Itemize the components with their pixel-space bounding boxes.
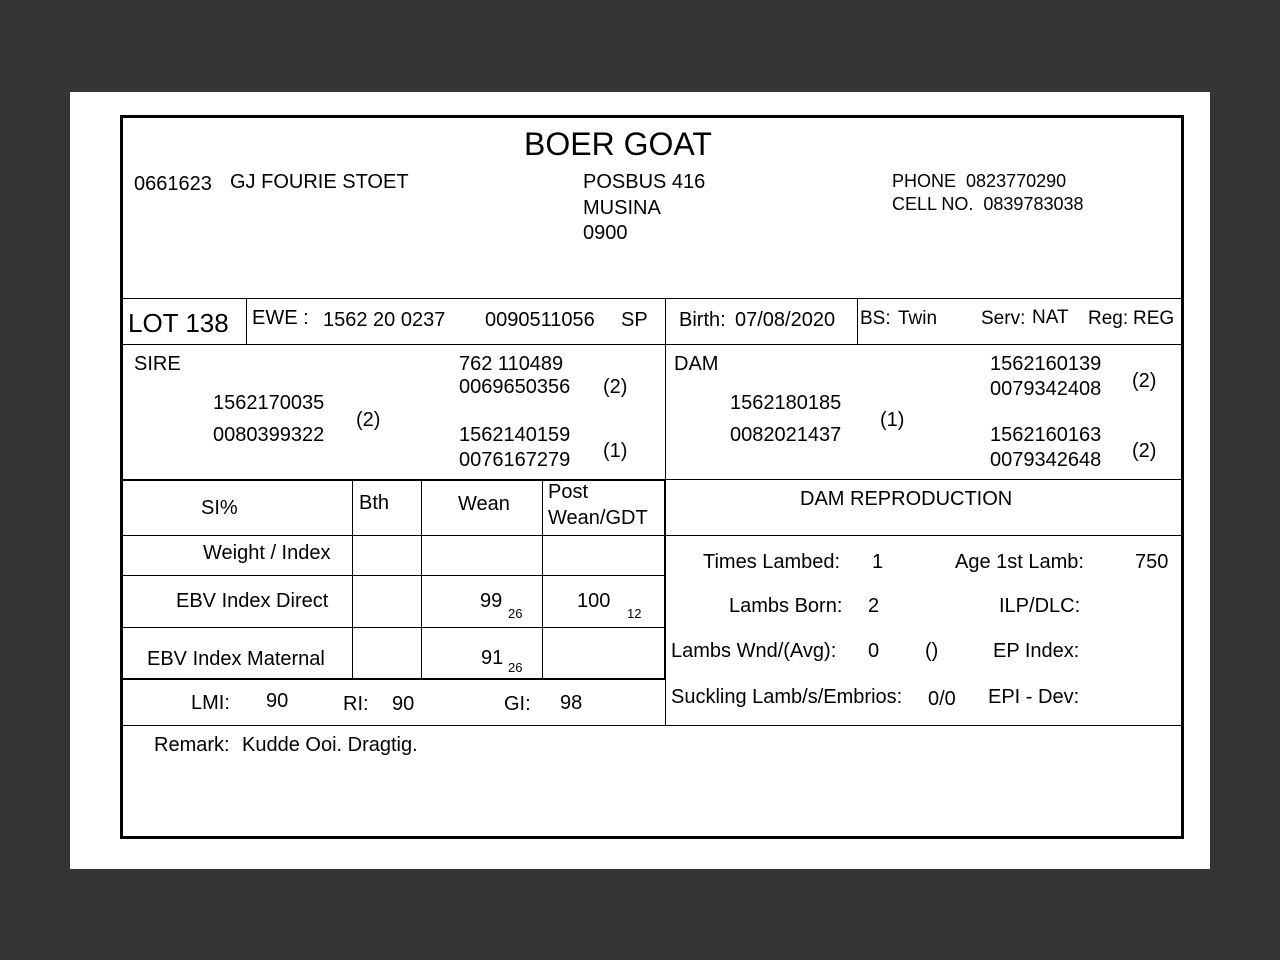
lmi-label: LMI: [191,692,230,714]
times-lambed-label: Times Lambed: [703,551,841,573]
card-frame [120,115,1184,839]
sire-dam-id: 1562140159 [459,424,571,446]
sire-id: 1562170035 [213,392,325,414]
sire-sire-id: 762 110489 [459,353,564,375]
dam-dam-count: (2) [1132,440,1157,462]
ebv-direct-post-acc: 12 [627,606,642,621]
sire-count: (2) [356,409,381,431]
dam-sire-number: 0079342408 [990,378,1102,400]
dam-sire-count: (2) [1132,370,1157,392]
row-ebv-direct-label: EBV Index Direct [176,590,329,612]
ewe-id: 1562 20 0237 [323,309,446,331]
lmi-value: 90 [266,690,289,712]
sire-sire-number: 0069650356 [459,376,571,398]
reproduction-title: DAM REPRODUCTION [800,488,1013,510]
breeder-code: 0661623 [134,173,212,195]
address-line-3: 0900 [583,222,628,244]
ewe-flag: SP [621,309,648,331]
divider [666,479,1182,480]
divider [122,627,666,628]
age-first-lamb-value: 750 [1135,551,1169,573]
divider [122,535,666,536]
times-lambed-value: 1 [872,551,884,573]
gi-value: 98 [560,692,583,714]
divider [857,298,858,344]
bs-value: Twin [898,308,938,329]
bs-label: BS: [860,308,891,329]
lambs-wnd-value: 0 [868,640,880,662]
ewe-label: EWE : [252,307,309,329]
remark-label: Remark: [154,734,230,756]
birth-date: 07/08/2020 [735,309,836,331]
cell-row [892,195,1084,213]
divider [122,575,666,576]
divider [122,725,1182,726]
divider [246,298,247,344]
row-ebv-maternal-label: EBV Index Maternal [147,648,325,670]
ilp-dlc-label: ILP/DLC: [999,595,1081,617]
address-line-1: POSBUS 416 [583,171,706,193]
cell-number: 0839783038 [983,194,1084,214]
divider [666,535,1182,536]
divider [122,678,666,680]
si-percent-label: SI% [201,497,238,519]
suckling-value: 0/0 [928,688,956,710]
birth-label: Birth: [679,309,726,331]
dam-dam-id: 1562160163 [990,424,1102,446]
ri-value: 90 [392,693,415,715]
cell-label: CELL NO. [892,194,974,214]
lambs-born-label: Lambs Born: [729,595,843,617]
row-weight-index-label: Weight / Index [203,542,331,564]
suckling-label: Suckling Lamb/s/Embrios: [671,686,903,708]
lambs-wnd-avg: () [925,640,939,662]
sire-dam-number: 0076167279 [459,449,571,471]
serv-label: Serv: [981,308,1026,329]
sire-sire-count: (2) [603,376,628,398]
reg-value: REG [1133,308,1175,329]
sire-number: 0080399322 [213,424,325,446]
dam-sire-id: 1562160139 [990,353,1102,375]
ebv-direct-wean: 99 [480,590,503,612]
reg-label: Reg: [1088,308,1129,329]
lot-card [70,92,1210,869]
ebv-direct-post: 100 [577,590,611,612]
sire-label: SIRE [134,353,181,375]
card-title: BOER GOAT [524,126,712,162]
lot-number: LOT 138 [128,308,229,338]
header-bth: Bth [359,492,390,514]
address-line-2: MUSINA [583,197,661,219]
ep-index-label: EP Index: [993,640,1080,662]
header-wean: Wean [458,493,510,515]
dam-dam-number: 0079342648 [990,449,1102,471]
ewe-number: 0090511056 [485,309,595,331]
dam-number: 0082021437 [730,424,842,446]
divider [421,481,422,679]
breeder-name: GJ FOURIE STOET [230,171,409,193]
ebv-maternal-wean: 91 [481,647,504,669]
dam-label: DAM [674,353,719,375]
divider [352,481,353,679]
remark-text: Kudde Ooi. Dragtig. [242,734,418,756]
sire-dam-count: (1) [603,440,628,462]
phone-label: PHONE [892,171,957,191]
serv-value: NAT [1032,307,1069,328]
dam-count: (1) [880,409,905,431]
ri-label: RI: [343,693,369,715]
phone-number: 0823770290 [966,171,1067,191]
divider [122,298,1182,299]
divider [542,481,543,679]
ebv-direct-wean-acc: 26 [508,606,523,621]
header-post: Post [548,481,589,503]
lambs-born-value: 2 [868,595,880,617]
ebv-maternal-wean-acc: 26 [508,660,523,675]
lambs-wnd-label: Lambs Wnd/(Avg): [671,640,837,662]
gi-label: GI: [504,693,531,715]
phone-row [892,172,1066,190]
divider [664,481,666,679]
age-first-lamb-label: Age 1st Lamb: [955,551,1084,573]
divider [122,344,1182,345]
epi-dev-label: EPI - Dev: [988,686,1080,708]
header-wean-gdt: Wean/GDT [548,507,648,529]
dam-id: 1562180185 [730,392,842,414]
